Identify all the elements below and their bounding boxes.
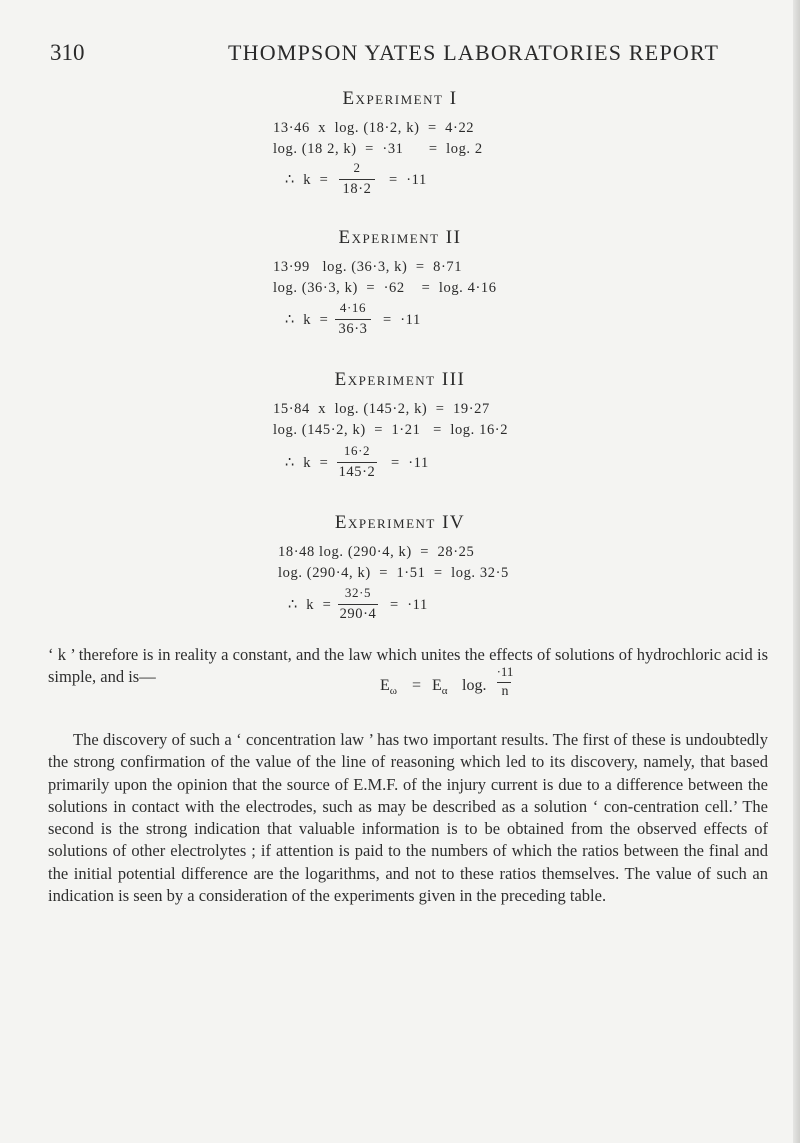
fraction-bar <box>338 604 378 605</box>
formula-equals: = <box>412 677 422 694</box>
formula-lhs <box>380 677 397 697</box>
page-number: 310 <box>50 40 85 65</box>
fraction-numerator: 32·5 <box>344 585 372 600</box>
k-label: ∴ k = <box>288 597 332 613</box>
fraction-bar <box>339 179 375 180</box>
k-label: ∴ k = <box>285 172 329 188</box>
experiment-4-line-2: log. (290·4, k) = 1·51 = log. 32·5 <box>278 565 509 581</box>
fraction-bar <box>335 319 371 320</box>
fraction-numerator: 16·2 <box>343 443 371 458</box>
experiment-1-k-equation <box>285 160 485 206</box>
fraction-denominator: 18·2 <box>342 181 372 197</box>
formula-rhs-symbol: E <box>432 677 442 694</box>
fraction-denominator: 290·4 <box>339 606 377 622</box>
fraction-numerator: 4·16 <box>339 300 367 315</box>
formula-lhs-subscript: ω <box>389 685 398 698</box>
experiment-2-line-1: 13·99 log. (36·3, k) = 8·71 <box>273 259 463 275</box>
experiment-1-line-1: 13·46 x log. (18·2, k) = 4·22 <box>273 120 475 136</box>
k-label: ∴ k = <box>285 312 329 328</box>
fraction-result: = ·11 <box>389 172 427 188</box>
fraction-result: = ·11 <box>383 312 421 328</box>
formula-rhs <box>432 677 448 697</box>
discussion-paragraph <box>48 729 768 907</box>
page-header <box>50 40 770 70</box>
experiment-3-k-equation <box>285 443 505 489</box>
experiment-2-line-2: log. (36·3, k) = ·62 = log. 4·16 <box>273 280 497 296</box>
discussion-paragraph-text: The discovery of such a ‘ concentration law ’ has two important results. The first of these is undoubtedly the strong confirmation of the value of the line of reasoning which led to its discovery, namely, that based primarily upon the opinion that the source of E.M.F. of the injury current is due to a difference between the solutions in contact with the electrodes, such as may be described as a solution ‘ con-centration cell.’ The second is the strong indication that valuable information is to be obtained from the observed effects of solutions of other electrolytes ; if attention is paid to the numbers of which the ratios between the final and the initial potential difference are the logarithms, and not to these ratios themselves. The value of such an indication is seen by a consideration of the experiments given in the preceding table. <box>48 730 768 906</box>
fraction-result: = ·11 <box>390 597 428 613</box>
fraction-result: = ·11 <box>391 455 429 471</box>
experiment-4-title: Experiment IV <box>334 512 466 533</box>
fraction-numerator: 2 <box>353 160 361 175</box>
page-edge-shadow <box>793 0 800 1143</box>
fraction-denominator: 145·2 <box>338 464 376 480</box>
experiment-2-k-equation <box>285 300 485 346</box>
formula-fraction-bar <box>497 682 511 683</box>
formula-denominator: n <box>501 684 509 699</box>
k-label: ∴ k = <box>285 455 329 471</box>
experiment-3-line-1: 15·84 x log. (145·2, k) = 19·27 <box>273 401 490 417</box>
concentration-law-formula <box>380 664 530 706</box>
formula-lhs-symbol: E <box>380 677 390 694</box>
formula-rhs-subscript: α <box>441 685 448 698</box>
running-title: THOMPSON YATES LABORATORIES REPORT <box>228 40 720 65</box>
experiment-1-title: Experiment I <box>342 88 458 109</box>
experiment-3-line-2: log. (145·2, k) = 1·21 = log. 16·2 <box>273 422 509 438</box>
fraction-bar <box>337 462 377 463</box>
experiment-3-title: Experiment III <box>334 369 466 390</box>
experiment-1-line-2: log. (18 2, k) = ·31 = log. 2 <box>273 141 483 157</box>
formula-log: log. <box>462 677 487 694</box>
experiment-4-k-equation <box>288 585 508 631</box>
fraction-denominator: 36·3 <box>338 321 368 337</box>
experiment-4-line-1: 18·48 log. (290·4, k) = 28·25 <box>278 544 475 560</box>
formula-numerator: ·11 <box>496 664 514 679</box>
experiment-2-title: Experiment II <box>338 227 462 248</box>
conclusion-paragraph: ‘ k ’ therefore is in reality a constant, and the law which unites the effects of solutions of hydrochloric acid is simple, and is— <box>48 645 768 687</box>
